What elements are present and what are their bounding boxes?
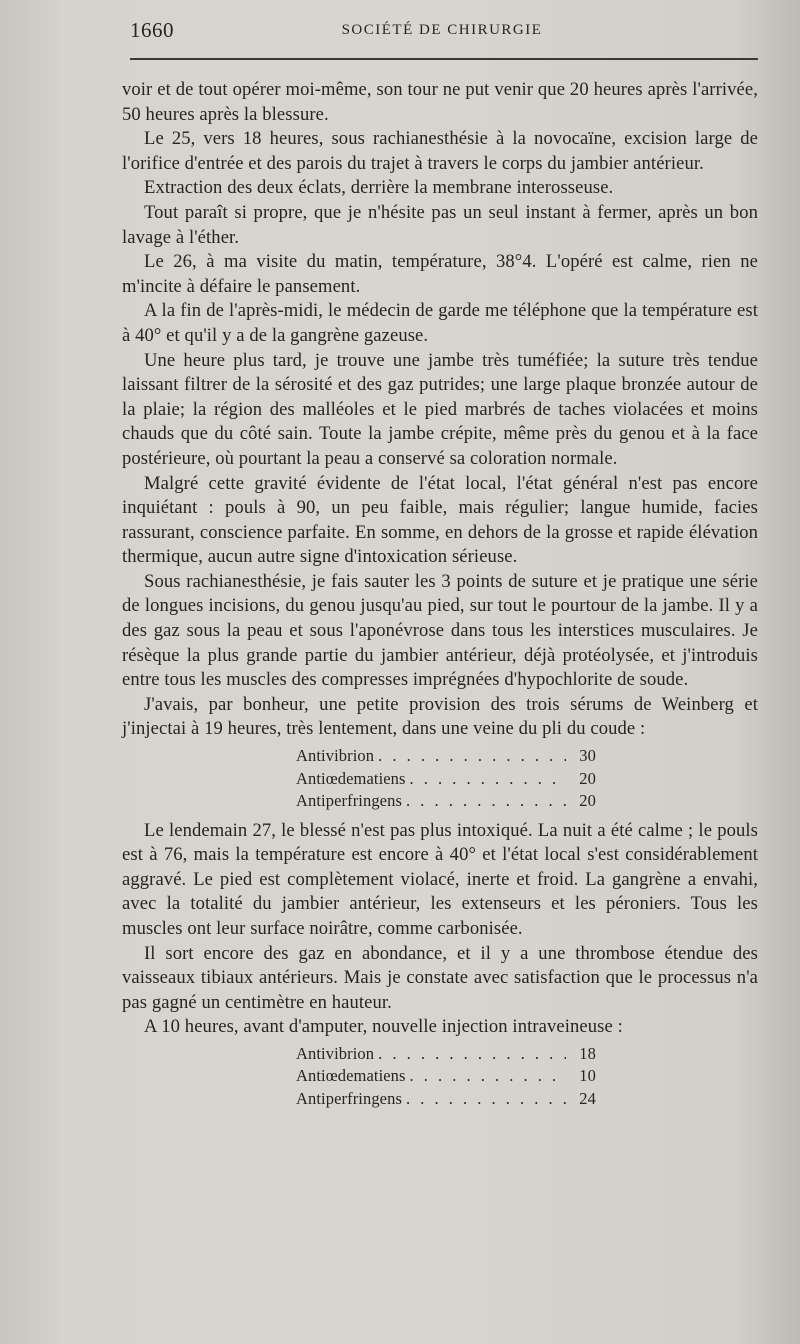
paragraph: Sous rachianesthésie, je fais sauter les 3 points de suture et je pratique une série de longues incisions, du genou jusqu'au pied, sur tout le pourtour de la jambe. Il y a des gaz sous la peau et sous l'aponévrose dans tous les interstices musculaires. Je résèque la plus grande partie du jambier antérieur, déjà protéolysée, et j'introduis entre tous les muscles des compresses imprégnées d'hypochlorite de soude. bbox=[122, 570, 758, 691]
dot-leader bbox=[406, 1088, 566, 1111]
serum-dose: 18 bbox=[579, 1043, 596, 1063]
serum-row bbox=[296, 790, 596, 813]
dot-leader bbox=[406, 790, 566, 813]
serum-name: Antiœdematiens bbox=[296, 1066, 406, 1086]
paragraph: voir et de tout opérer moi-même, son tour ne put venir que 20 heures après l'arrivée, 50 heures après la blessure. bbox=[122, 79, 758, 125]
paragraph: Extraction des deux éclats, derrière la membrane interosseuse. bbox=[144, 177, 614, 199]
paragraph: Le 25, vers 18 heures, sous rachianesthésie à la novocaïne, excision large de l'orifice d'entrée et des parois du trajet à travers le corps du jambier antérieur. bbox=[122, 128, 758, 174]
serum-row bbox=[296, 745, 596, 768]
serum-name: Antiperfringens bbox=[296, 791, 402, 811]
serum-name: Antivibrion bbox=[296, 746, 375, 766]
paragraph: A 10 heures, avant d'amputer, nouvelle injection intraveineuse : bbox=[144, 1016, 623, 1038]
paragraph: Le lendemain 27, le blessé n'est pas plus intoxiqué. La nuit a été calme ; le pouls est à 76, mais la température est encore à 40° et l'état local s'est considérablement aggravé. Le pied est complètement violacé, inerte et froid. La gangrène a envahi, avec la totalité du jambier antérieur, les extenseurs et les péroniers. Tous les muscles ont leur surface noirâtre, comme carbonisée. bbox=[122, 819, 758, 939]
running-title: SOCIÉTÉ DE CHIRURGIE bbox=[341, 22, 543, 38]
dot-leader bbox=[410, 768, 566, 791]
paragraph: Le 26, à ma visite du matin, température, 38°4. L'opéré est calme, rien ne m'incite à défaire le pansement. bbox=[122, 251, 758, 297]
serum-dose: 30 bbox=[579, 746, 596, 766]
serum-table-second-injection bbox=[296, 1043, 596, 1111]
serum-dose: 20 bbox=[579, 791, 596, 811]
paragraph: J'avais, par bonheur, une petite provision des trois sérums de Weinberg et j'injectai à 19 heures, très lentement, dans une veine du pli du coude : bbox=[122, 693, 758, 740]
paragraph: Malgré cette gravité évidente de l'état local, l'état général n'est pas encore inquiétant : pouls à 90, un peu faible, mais régulier; langue humide, facies rassurant, conscience parfaite. En somme, en dehors de la grosse et rapide élévation thermique, aucun autre signe d'intoxication sérieuse. bbox=[122, 472, 758, 568]
paragraph: Il sort encore des gaz en abondance, et il y a une thrombose étendue des vaisseaux tibiaux antérieurs. Mais je constate avec satisfaction que le processus n'a pas gagné un centimètre en hauteur. bbox=[122, 942, 758, 1013]
serum-dose: 10 bbox=[579, 1066, 596, 1086]
dot-leader bbox=[378, 745, 566, 768]
serum-row bbox=[296, 768, 596, 791]
page-body bbox=[122, 78, 758, 1116]
serum-name: Antivibrion bbox=[296, 1043, 375, 1063]
paragraph: Tout paraît si propre, que je n'hésite pas un seul instant à fermer, après un bon lavage à l'éther. bbox=[122, 201, 758, 248]
serum-dose: 20 bbox=[579, 768, 596, 788]
serum-name: Antiperfringens bbox=[296, 1088, 402, 1108]
serum-row bbox=[296, 1043, 596, 1066]
dot-leader bbox=[410, 1065, 566, 1088]
serum-row bbox=[296, 1088, 596, 1111]
serum-table-first-injection bbox=[296, 745, 596, 813]
dot-leader bbox=[378, 1043, 566, 1066]
paragraph: Une heure plus tard, je trouve une jambe très tuméfiée; la suture très tendue laissant filtrer de la sérosité et des gaz putrides; une large plaque bronzée autour de la plaie; la région des malléoles et le pied marbrés de taches violacées et moins chauds que du côté sain. Toute la jambe crépite, même près du genou et à la face postérieure, où pourtant la peau a conservé sa coloration normale. bbox=[122, 349, 758, 469]
serum-name: Antiœdematiens bbox=[296, 768, 406, 788]
serum-dose: 24 bbox=[579, 1088, 596, 1108]
header-rule bbox=[130, 58, 758, 60]
paragraph: A la fin de l'après-midi, le médecin de garde me téléphone que la température est à 40° et qu'il y a de la gangrène gazeuse. bbox=[122, 300, 758, 346]
page-header bbox=[122, 18, 762, 48]
page-number: 1660 bbox=[130, 18, 174, 42]
serum-row bbox=[296, 1065, 596, 1088]
